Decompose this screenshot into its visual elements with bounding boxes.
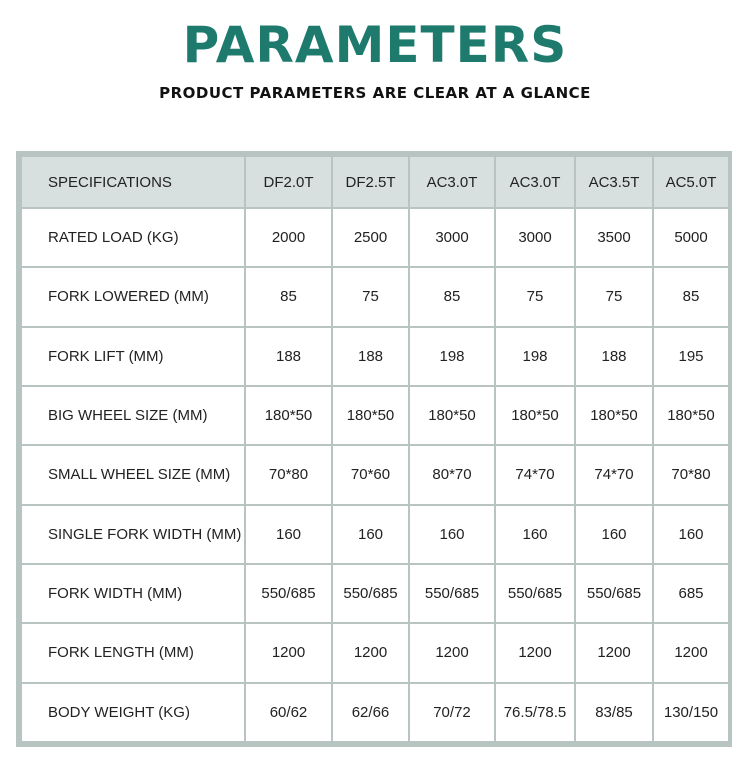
spec-value-cell: 75 [495,267,575,326]
parameters-table [20,155,730,743]
spec-label-cell: SINGLE FORK WIDTH (MM) [21,505,245,564]
spec-value-cell: 180*50 [245,386,332,445]
spec-value-cell: 188 [332,327,409,386]
spec-value-cell: 75 [332,267,409,326]
spec-value-cell: 80*70 [409,445,495,504]
table-row [21,445,729,504]
spec-value-cell: 1200 [409,623,495,682]
spec-value-cell: 75 [575,267,653,326]
spec-value-cell: 188 [245,327,332,386]
spec-value-cell: 1200 [575,623,653,682]
spec-value-cell: 550/685 [575,564,653,623]
spec-value-cell: 180*50 [332,386,409,445]
spec-value-cell: 60/62 [245,683,332,742]
table-body [21,208,729,742]
parameters-table-frame [16,151,732,747]
spec-label-cell: FORK LIFT (MM) [21,327,245,386]
spec-value-cell: 70*80 [653,445,729,504]
spec-value-cell: 160 [653,505,729,564]
spec-value-cell: 3000 [409,208,495,267]
spec-value-cell: 70/72 [409,683,495,742]
page-title: PARAMETERS [182,16,568,74]
spec-value-cell: 550/685 [409,564,495,623]
spec-label-cell: BODY WEIGHT (KG) [21,683,245,742]
spec-value-cell: 83/85 [575,683,653,742]
table-row [21,267,729,326]
spec-value-cell: 160 [409,505,495,564]
spec-value-cell: 1200 [332,623,409,682]
column-header: DF2.0T [245,156,332,208]
spec-value-cell: 685 [653,564,729,623]
spec-value-cell: 70*80 [245,445,332,504]
spec-value-cell: 1200 [245,623,332,682]
table-header [21,156,729,208]
table-row [21,683,729,742]
spec-value-cell: 180*50 [575,386,653,445]
spec-label-cell: BIG WHEEL SIZE (MM) [21,386,245,445]
spec-value-cell: 62/66 [332,683,409,742]
spec-value-cell: 550/685 [332,564,409,623]
table-row [21,327,729,386]
spec-value-cell: 2500 [332,208,409,267]
spec-value-cell: 550/685 [495,564,575,623]
spec-value-cell: 198 [409,327,495,386]
column-header: AC3.0T [495,156,575,208]
spec-value-cell: 1200 [653,623,729,682]
column-header: AC5.0T [653,156,729,208]
spec-value-cell: 1200 [495,623,575,682]
spec-value-cell: 85 [409,267,495,326]
column-header: AC3.0T [409,156,495,208]
spec-value-cell: 160 [575,505,653,564]
spec-value-cell: 180*50 [653,386,729,445]
spec-value-cell: 188 [575,327,653,386]
table-row [21,386,729,445]
column-header: SPECIFICATIONS [21,156,245,208]
header-row [21,156,729,208]
spec-value-cell: 198 [495,327,575,386]
spec-value-cell: 160 [245,505,332,564]
spec-value-cell: 85 [653,267,729,326]
spec-label-cell: FORK LENGTH (MM) [21,623,245,682]
spec-label-cell: RATED LOAD (KG) [21,208,245,267]
spec-label-cell: FORK LOWERED (MM) [21,267,245,326]
spec-value-cell: 160 [332,505,409,564]
table-row [21,208,729,267]
spec-value-cell: 2000 [245,208,332,267]
spec-value-cell: 180*50 [495,386,575,445]
table-row [21,505,729,564]
spec-label-cell: SMALL WHEEL SIZE (MM) [21,445,245,504]
column-header: AC3.5T [575,156,653,208]
spec-value-cell: 130/150 [653,683,729,742]
spec-value-cell: 74*70 [575,445,653,504]
spec-value-cell: 550/685 [245,564,332,623]
spec-label-cell: FORK WIDTH (MM) [21,564,245,623]
spec-value-cell: 5000 [653,208,729,267]
spec-value-cell: 160 [495,505,575,564]
spec-value-cell: 195 [653,327,729,386]
spec-value-cell: 76.5/78.5 [495,683,575,742]
column-header: DF2.5T [332,156,409,208]
spec-value-cell: 3000 [495,208,575,267]
spec-value-cell: 74*70 [495,445,575,504]
table-row [21,564,729,623]
spec-value-cell: 70*60 [332,445,409,504]
spec-value-cell: 85 [245,267,332,326]
spec-value-cell: 180*50 [409,386,495,445]
page-subtitle: PRODUCT PARAMETERS ARE CLEAR AT A GLANCE [159,84,591,102]
table-row [21,623,729,682]
spec-value-cell: 3500 [575,208,653,267]
